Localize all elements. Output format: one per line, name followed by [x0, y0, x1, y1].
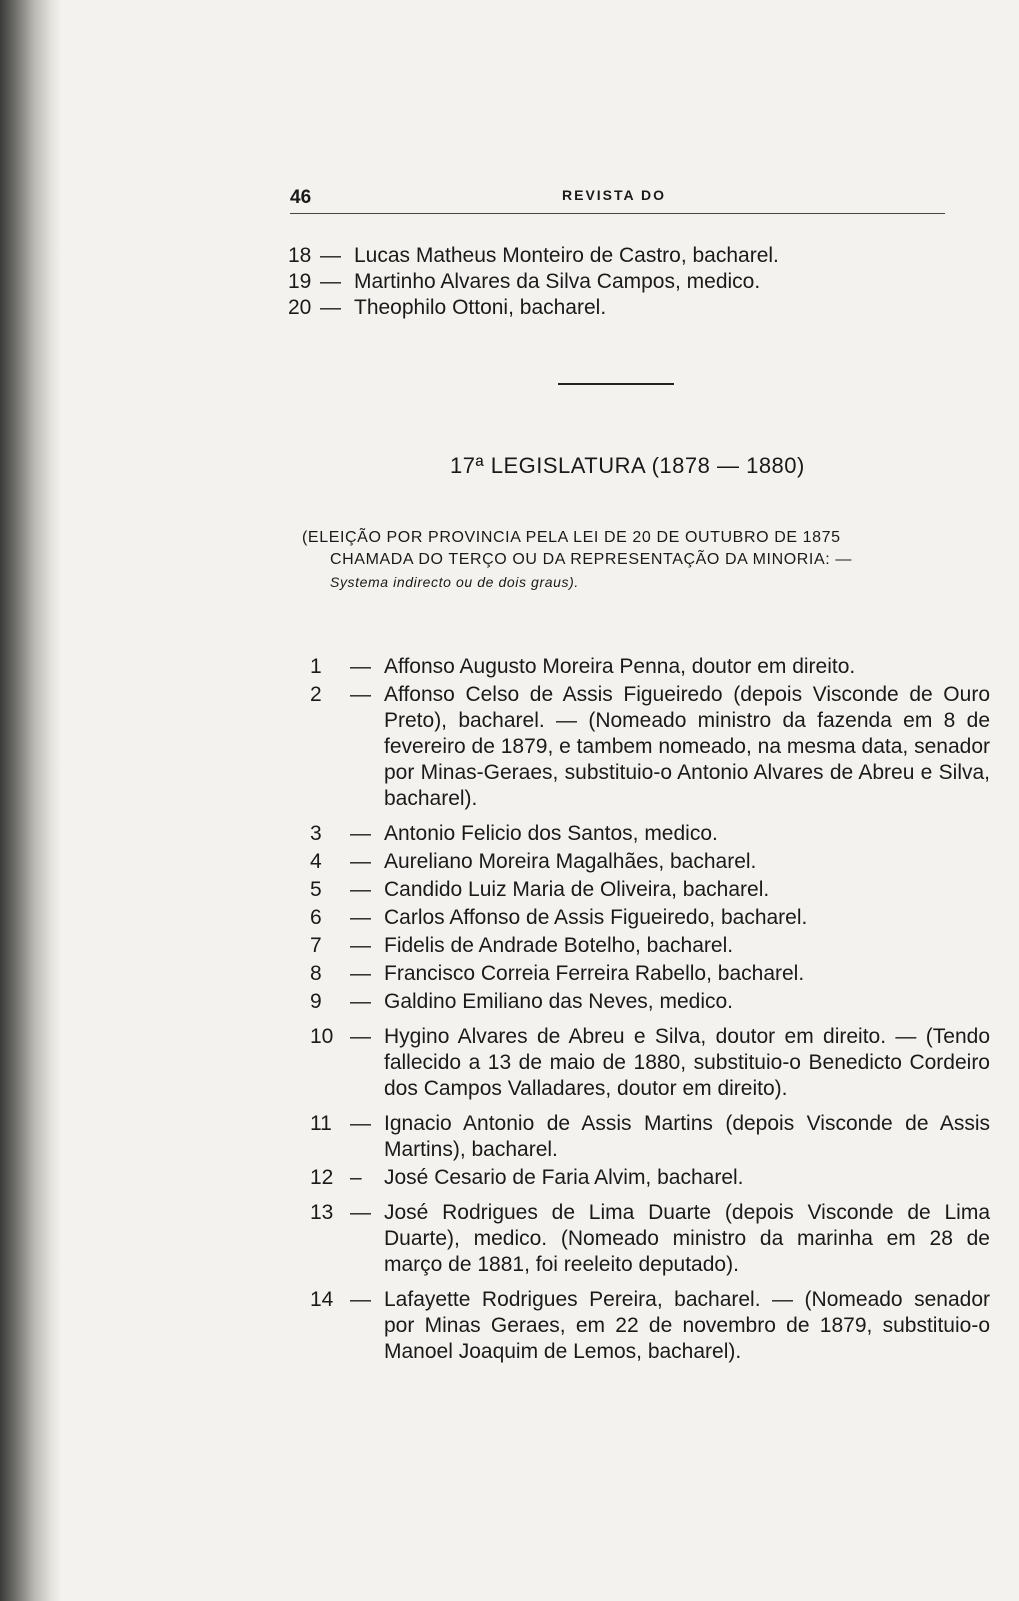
entry-text: Galdino Emiliano das Neves, medico.: [384, 990, 734, 1013]
list-item: [310, 849, 990, 875]
entry-text: Lafayette Rodrigues Pereira, bacharel. — (Nomeado senador por Minas Geraes, em 22 de novembro de 1879, substituio-o Manoel Joaquim de Lemos, bacharel).: [384, 1288, 990, 1363]
entry-dash: —: [350, 850, 371, 873]
list-item: [310, 1165, 990, 1191]
entry-dash: —: [350, 822, 371, 845]
entry-text: Candido Luiz Maria de Oliveira, bacharel.: [384, 878, 770, 901]
entry-text: José Rodrigues de Lima Duarte (depois Visconde de Lima Duarte), medico. (Nomeado ministro da marinha em 28 de março de 1881, foi reeleito deputado).: [384, 1201, 990, 1276]
list-item: [310, 1287, 990, 1365]
list-item: [310, 1024, 990, 1102]
entry-number: 10: [310, 1025, 334, 1048]
entry-number: 8: [310, 962, 322, 985]
entry-number: 6: [310, 906, 322, 929]
entry-number: 19: [288, 270, 312, 293]
entry-text: Martinho Alvares da Silva Campos, medico.: [354, 270, 761, 293]
list-item: [310, 1111, 990, 1163]
entry-number: 7: [310, 934, 322, 957]
entry-text: Fidelis de Andrade Botelho, bacharel.: [384, 934, 734, 957]
entry-number: 18: [288, 244, 312, 267]
entry-text: Theophilo Ottoni, bacharel.: [354, 296, 607, 319]
note-line-3: Systema indirecto ou de dois graus).: [330, 574, 579, 590]
entry-text: Hygino Alvares de Abreu e Silva, doutor em direito. — (Tendo fallecido a 13 de maio de 1880, substituio-o Benedicto Cordeiro dos Campos Valladares, doutor em direito).: [384, 1025, 990, 1100]
entry-number: 4: [310, 850, 322, 873]
section-separator-rule: [558, 383, 674, 385]
entry-text: Aureliano Moreira Magalhães, bacharel.: [384, 850, 757, 873]
entry-number: 14: [310, 1288, 334, 1311]
note-line-1: (ELEIÇÃO POR PROVINCIA PELA LEI DE 20 DE OUTUBRO DE 1875: [302, 529, 841, 546]
list-item: [310, 1200, 990, 1278]
section-note: [302, 527, 962, 593]
entry-number: 11: [310, 1112, 332, 1135]
header-rule: [290, 213, 945, 214]
entry-text: Affonso Celso de Assis Figueiredo (depois Visconde de Ouro Preto), bacharel. — (Nomeado ministro da fazenda em 8 de fevereiro de 1879, e tambem nomeado, na mesma data, senador por Minas-Geraes, substituio-o Antonio Alvares de Abreu e Silva, bacharel).: [384, 683, 990, 810]
entry-text: Lucas Matheus Monteiro de Castro, bacharel.: [354, 244, 779, 267]
entry-number: 20: [288, 296, 312, 319]
page-number: 46: [290, 187, 312, 208]
entry-dash: –: [350, 1166, 362, 1189]
entry-dash: —: [350, 906, 371, 929]
running-title: REVISTA DO: [562, 187, 667, 203]
entry-dash: —: [350, 962, 371, 985]
entry-text: Francisco Correia Ferreira Rabello, bacharel.: [384, 962, 805, 985]
entry-dash: —: [350, 683, 371, 706]
entry-dash: —: [320, 296, 341, 319]
entry-number: 2: [310, 683, 322, 706]
entry-number: 3: [310, 822, 322, 845]
entry-dash: —: [350, 1201, 371, 1224]
section-title: 17ª LEGISLATURA (1878 — 1880): [450, 453, 805, 478]
entry-dash: —: [350, 990, 371, 1013]
entry-dash: —: [350, 878, 371, 901]
entry-text: José Cesario de Faria Alvim, bacharel.: [384, 1166, 744, 1189]
entry-text: Antonio Felicio dos Santos, medico.: [384, 822, 718, 845]
list-item: [310, 821, 990, 847]
list-item: [288, 269, 928, 295]
entry-dash: —: [350, 1025, 371, 1048]
entry-dash: —: [350, 934, 371, 957]
page-header: [290, 183, 940, 213]
previous-legislature-list: [288, 243, 928, 321]
list-item: [288, 295, 928, 321]
entry-number: 5: [310, 878, 322, 901]
list-item: [288, 243, 928, 269]
entry-number: 9: [310, 990, 322, 1013]
legislature-members-list: [310, 654, 990, 1367]
entry-text: Affonso Augusto Moreira Penna, doutor em direito.: [384, 655, 856, 678]
list-item: [310, 933, 990, 959]
list-item: [310, 654, 990, 680]
entry-dash: —: [350, 1288, 371, 1311]
entry-text: Carlos Affonso de Assis Figueiredo, bacharel.: [384, 906, 808, 929]
list-item: [310, 905, 990, 931]
list-item: [310, 961, 990, 987]
entry-text: Ignacio Antonio de Assis Martins (depois Visconde de Assis Martins), bacharel.: [384, 1112, 990, 1161]
entry-number: 1: [310, 655, 322, 678]
list-item: [310, 682, 990, 812]
entry-dash: —: [350, 655, 371, 678]
note-line-2: CHAMADA DO TERÇO OU DA REPRESENTAÇÃO DA MINORIA: —: [330, 551, 852, 568]
entry-dash: —: [350, 1112, 371, 1135]
list-item: [310, 989, 990, 1015]
entry-dash: —: [320, 270, 341, 293]
entry-number: 13: [310, 1201, 334, 1224]
entry-dash: —: [320, 244, 341, 267]
entry-number: 12: [310, 1166, 334, 1189]
list-item: [310, 877, 990, 903]
